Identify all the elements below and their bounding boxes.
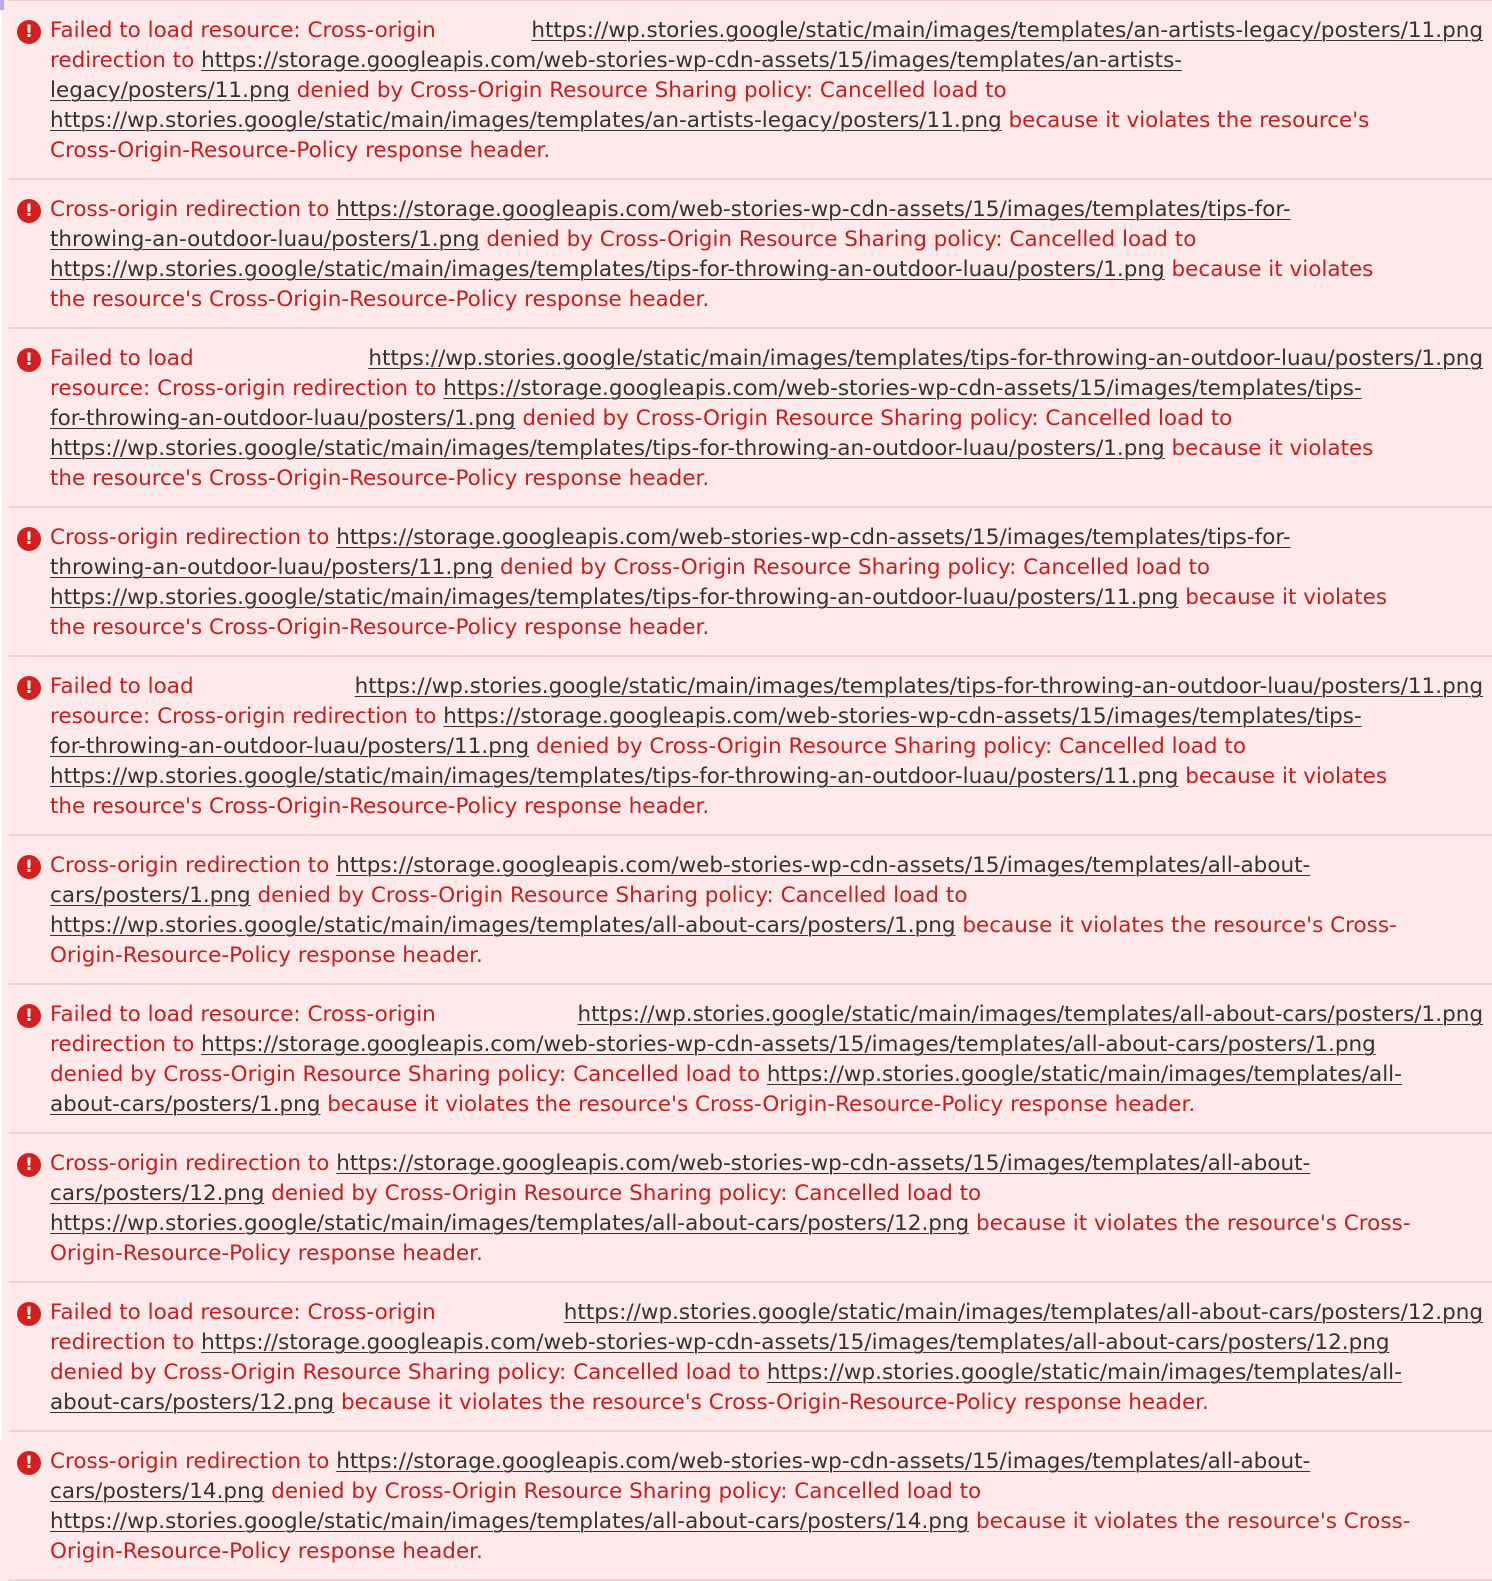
message-text: the resource's Cross-Origin-Resource-Policy response header. [50, 287, 710, 312]
message-line [50, 1388, 1209, 1418]
message-text: because it violates [1164, 257, 1374, 282]
message-text: denied by Cross-Origin Resource Sharing policy: Cancelled load to [50, 1062, 767, 1087]
message-line [50, 464, 709, 494]
message-text: resource: Cross-origin redirection to [50, 376, 444, 401]
error-icon: ! [17, 1004, 41, 1028]
left-edge-accent [0, 0, 4, 10]
message-url-link[interactable]: https://wp.stories.google/static/main/images/templates/tips-for-throwing-an-outdoor-luau/posters/11.png [50, 764, 1179, 789]
message-line [50, 1090, 1195, 1120]
message-line [50, 374, 1362, 404]
message-line [50, 702, 1362, 732]
message-line [50, 1358, 1402, 1388]
message-url-link[interactable]: https://storage.googleapis.com/web-stories-wp-cdn-assets/15/images/templates/tips- [443, 704, 1362, 729]
message-line [50, 1298, 436, 1328]
message-line [50, 136, 550, 166]
message-line [50, 1477, 981, 1507]
console-message-error[interactable] [9, 1432, 1492, 1581]
message-text: the resource's Cross-Origin-Resource-Policy response header. [50, 466, 710, 491]
error-icon: ! [17, 20, 41, 44]
source-location-link[interactable]: https://wp.stories.google/static/main/images/templates/all-about-cars/posters/12.png [563, 1300, 1483, 1325]
message-url-link[interactable]: cars/posters/14.png [50, 1479, 265, 1504]
message-url-link[interactable]: throwing-an-outdoor-luau/posters/11.png [50, 555, 494, 580]
left-edge [0, 0, 2, 1440]
message-url-link[interactable]: https://wp.stories.google/static/main/images/templates/tips-for-throwing-an-outdoor-luau/posters/11.png [50, 585, 1179, 610]
message-url-link[interactable]: https://wp.stories.google/static/main/images/templates/all-about-cars/posters/1.png [50, 913, 956, 938]
error-icon: ! [17, 1451, 41, 1475]
message-url-link[interactable]: https://wp.stories.google/static/main/images/templates/all-about-cars/posters/14.png [50, 1509, 970, 1534]
error-icon: ! [17, 676, 41, 700]
message-url-link[interactable]: https://storage.googleapis.com/web-stories-wp-cdn-assets/15/images/templates/all-about-cars/posters/12.png [201, 1330, 1390, 1355]
message-text: Failed to load resource: Cross-origin [50, 1300, 436, 1325]
message-url-link[interactable]: https://wp.stories.google/static/main/images/templates/tips-for-throwing-an-outdoor-luau/posters/1.png [50, 257, 1165, 282]
message-text: the resource's Cross-Origin-Resource-Policy response header. [50, 615, 710, 640]
message-text: because it violates the resource's Cross- [969, 1509, 1411, 1534]
message-url-link[interactable]: legacy/posters/11.png [50, 78, 290, 103]
message-line [50, 1239, 483, 1269]
message-url-link[interactable]: about-cars/posters/1.png [50, 1092, 321, 1117]
message-text: denied by Cross-Origin Resource Sharing policy: Cancelled load to [250, 883, 968, 908]
message-text: Origin-Resource-Policy response header. [50, 943, 483, 968]
message-url-link[interactable]: https://storage.googleapis.com/web-stories-wp-cdn-assets/15/images/templates/tips- [443, 376, 1362, 401]
message-url-link[interactable]: https://storage.googleapis.com/web-stories-wp-cdn-assets/15/images/templates/all-about- [336, 1449, 1311, 1474]
message-text: Failed to load [50, 674, 194, 699]
message-text: denied by Cross-Origin Resource Sharing policy: Cancelled load to [493, 555, 1211, 580]
message-line [50, 1328, 1390, 1358]
error-icon: ! [17, 527, 41, 551]
message-line [50, 553, 1210, 583]
message-line [50, 1507, 1410, 1537]
message-line [50, 851, 1310, 881]
message-text: denied by Cross-Origin Resource Sharing policy: Cancelled load to [479, 227, 1197, 252]
message-text: because it violates the resource's Cross- [969, 1211, 1411, 1236]
message-url-link[interactable]: cars/posters/1.png [50, 883, 251, 908]
message-text: because it violates the resource's [1001, 108, 1370, 133]
message-text: Cross-origin redirection to [50, 197, 337, 222]
message-line [50, 583, 1387, 613]
message-text: denied by Cross-Origin Resource Sharing policy: Cancelled load to [529, 734, 1246, 759]
message-line [50, 1030, 1376, 1060]
source-location-link[interactable]: https://wp.stories.google/static/main/images/templates/an-artists-legacy/posters/11.png [531, 18, 1483, 43]
message-text: redirection to [50, 48, 202, 73]
message-url-link[interactable]: https://storage.googleapis.com/web-stories-wp-cdn-assets/15/images/templates/tips-for- [336, 197, 1291, 222]
message-text: Cross-origin redirection to [50, 525, 337, 550]
message-text: because it violates the resource's Cross- [955, 913, 1397, 938]
message-url-link[interactable]: https://wp.stories.google/static/main/images/templates/all- [766, 1360, 1402, 1385]
message-text: denied by Cross-Origin Resource Sharing policy: Cancelled load to [50, 1360, 767, 1385]
message-line [50, 941, 483, 971]
message-text: Cross-Origin-Resource-Policy response header. [50, 138, 551, 163]
message-line [50, 255, 1373, 285]
error-icon: ! [17, 348, 41, 372]
message-text: denied by Cross-Origin Resource Sharing policy: Cancelled load to [264, 1479, 982, 1504]
message-text: redirection to [50, 1330, 202, 1355]
message-line [50, 1149, 1310, 1179]
message-text: denied by Cross-Origin Resource Sharing policy: Cancelled load to [264, 1181, 982, 1206]
message-line [50, 225, 1196, 255]
message-text: Origin-Resource-Policy response header. [50, 1241, 483, 1266]
console-message-error[interactable] [9, 1134, 1492, 1283]
message-text: the resource's Cross-Origin-Resource-Policy response header. [50, 794, 710, 819]
message-line [50, 195, 1291, 225]
message-line [50, 881, 968, 911]
message-url-link[interactable]: for-throwing-an-outdoor-luau/posters/11.png [50, 734, 530, 759]
message-line [50, 1447, 1310, 1477]
message-text: Failed to load resource: Cross-origin [50, 18, 436, 43]
message-url-link[interactable]: https://storage.googleapis.com/web-stories-wp-cdn-assets/15/images/templates/all-about- [336, 1151, 1311, 1176]
error-icon: ! [17, 1153, 41, 1177]
message-url-link[interactable]: https://wp.stories.google/static/main/images/templates/all-about-cars/posters/12.png [50, 1211, 970, 1236]
message-url-link[interactable]: https://storage.googleapis.com/web-stories-wp-cdn-assets/15/images/templates/all-about- [336, 853, 1311, 878]
message-url-link[interactable]: cars/posters/12.png [50, 1181, 265, 1206]
message-line [50, 672, 194, 702]
message-text: denied by Cross-Origin Resource Sharing policy: Cancelled load to [515, 406, 1233, 431]
message-text: because it violates the resource's Cross-Origin-Resource-Policy response header. [320, 1092, 1196, 1117]
message-line [50, 106, 1369, 136]
message-url-link[interactable]: https://storage.googleapis.com/web-stories-wp-cdn-assets/15/images/templates/tips-for- [336, 525, 1291, 550]
message-line [50, 76, 1007, 106]
message-line [50, 792, 709, 822]
message-line [50, 523, 1291, 553]
console-message-error[interactable] [9, 329, 1492, 508]
console-message-error[interactable] [9, 1283, 1492, 1432]
console-message-list [9, 0, 1492, 1564]
message-text: denied by Cross-Origin Resource Sharing policy: Cancelled load to [289, 78, 1007, 103]
error-icon: ! [17, 1302, 41, 1326]
message-text: because it violates [1164, 436, 1374, 461]
error-icon: ! [17, 855, 41, 879]
message-line [50, 1537, 483, 1567]
message-text: Origin-Resource-Policy response header. [50, 1539, 483, 1564]
message-line [50, 1209, 1410, 1239]
message-line [50, 434, 1373, 464]
error-icon: ! [17, 199, 41, 223]
source-location-link[interactable]: https://wp.stories.google/static/main/images/templates/all-about-cars/posters/1.png [577, 1002, 1483, 1027]
message-line [50, 16, 436, 46]
message-url-link[interactable]: for-throwing-an-outdoor-luau/posters/1.png [50, 406, 516, 431]
message-url-link[interactable]: https://storage.googleapis.com/web-stories-wp-cdn-assets/15/images/templates/all-about-cars/posters/1.png [201, 1032, 1376, 1057]
console-message-error[interactable] [9, 508, 1492, 657]
message-url-link[interactable]: https://wp.stories.google/static/main/images/templates/all- [766, 1062, 1402, 1087]
message-line [50, 404, 1232, 434]
message-text: Failed to load resource: Cross-origin [50, 1002, 436, 1027]
message-line [50, 1179, 981, 1209]
message-line [50, 344, 194, 374]
console-message-error[interactable] [9, 180, 1492, 329]
console-message-error[interactable] [9, 657, 1492, 836]
message-text: Cross-origin redirection to [50, 1449, 337, 1474]
message-text: Failed to load [50, 346, 194, 371]
message-line [50, 1060, 1402, 1090]
message-line [50, 732, 1246, 762]
message-url-link[interactable]: https://storage.googleapis.com/web-stories-wp-cdn-assets/15/images/templates/an-artists- [201, 48, 1183, 73]
source-location-link[interactable]: https://wp.stories.google/static/main/images/templates/tips-for-throwing-an-outdoor-luau/posters/1.png [368, 346, 1483, 371]
message-text: because it violates [1178, 585, 1388, 610]
console-message-error[interactable] [9, 836, 1492, 985]
message-line [50, 46, 1182, 76]
message-text: because it violates [1178, 764, 1388, 789]
message-url-link[interactable]: about-cars/posters/12.png [50, 1390, 335, 1415]
message-url-link[interactable]: https://wp.stories.google/static/main/images/templates/tips-for-throwing-an-outdoor-luau/posters/1.png [50, 436, 1165, 461]
console-message-error[interactable] [9, 985, 1492, 1134]
message-line [50, 613, 709, 643]
message-line [50, 762, 1387, 792]
message-text: Cross-origin redirection to [50, 853, 337, 878]
message-line [50, 911, 1397, 941]
message-text: redirection to [50, 1032, 202, 1057]
source-location-link[interactable]: https://wp.stories.google/static/main/images/templates/tips-for-throwing-an-outdoor-luau/posters/11.png [354, 674, 1483, 699]
message-text: resource: Cross-origin redirection to [50, 704, 444, 729]
message-url-link[interactable]: throwing-an-outdoor-luau/posters/1.png [50, 227, 480, 252]
console-message-error[interactable] [9, 1, 1492, 180]
message-url-link[interactable]: https://wp.stories.google/static/main/images/templates/an-artists-legacy/posters/11.png [50, 108, 1002, 133]
message-text: because it violates the resource's Cross-Origin-Resource-Policy response header. [334, 1390, 1209, 1415]
message-line [50, 1000, 436, 1030]
message-line [50, 285, 709, 315]
message-text: Cross-origin redirection to [50, 1151, 337, 1176]
